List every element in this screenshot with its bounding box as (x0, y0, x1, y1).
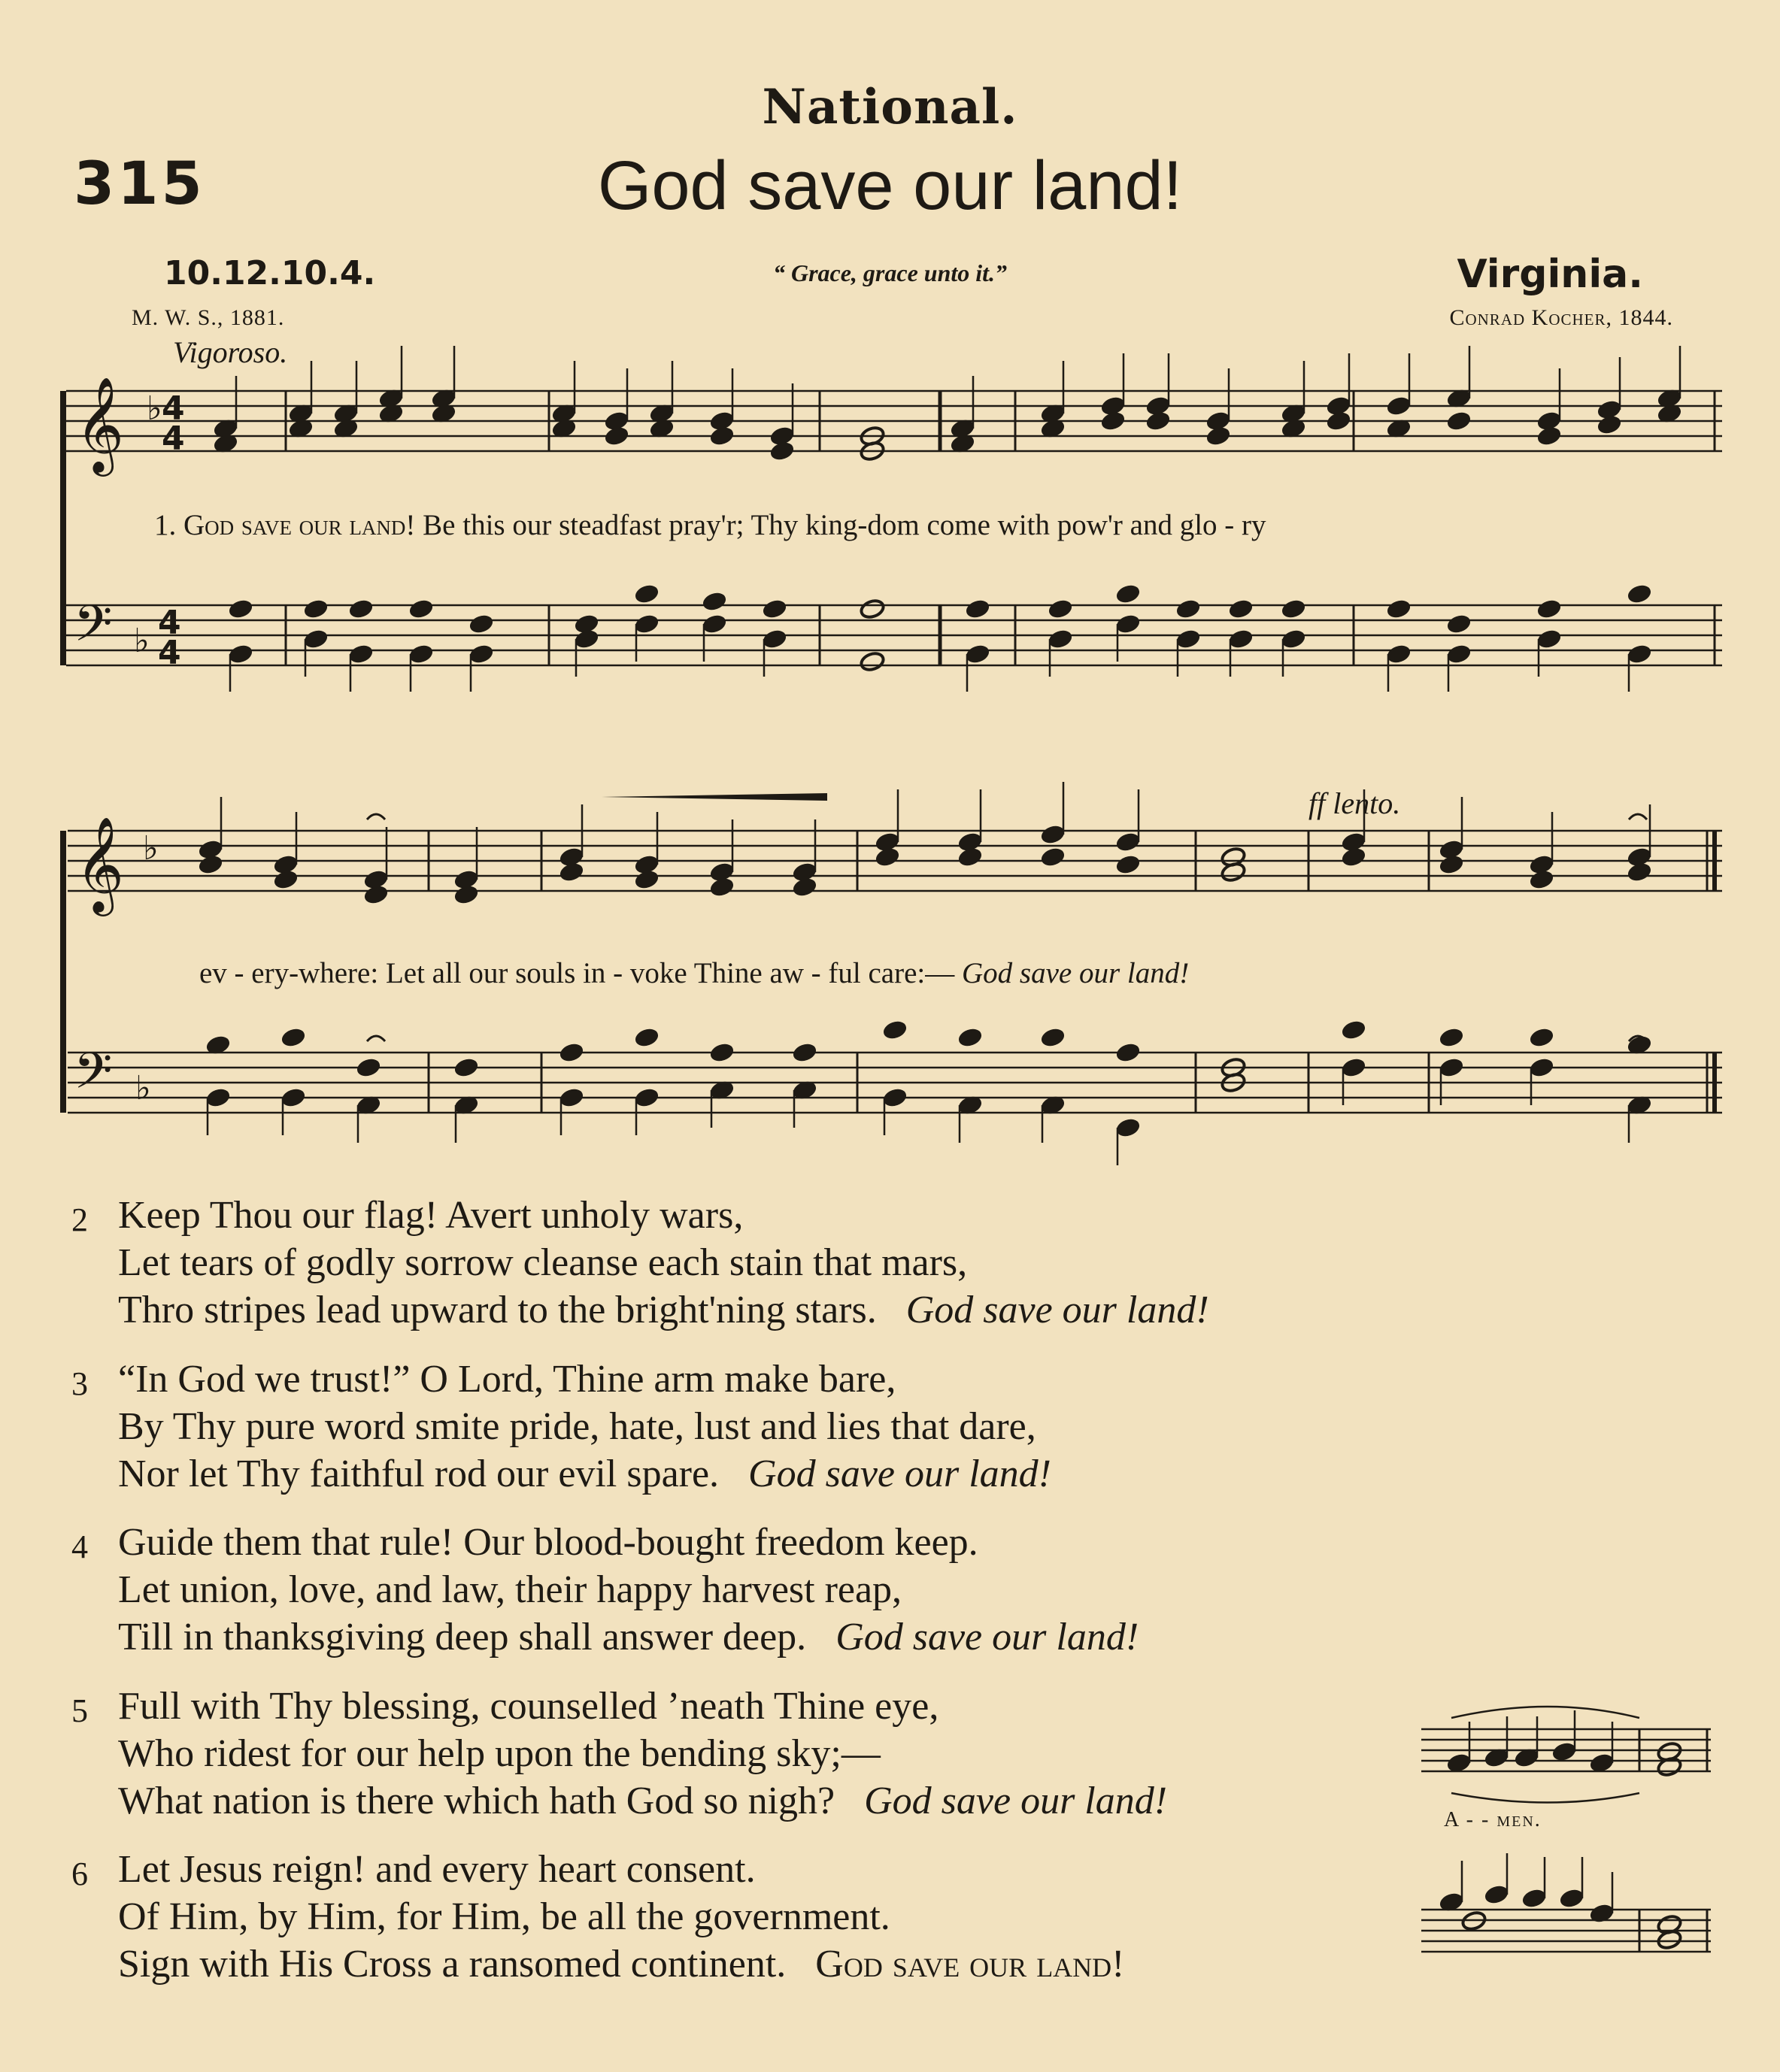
treble-clef-icon: 𝄞 (75, 816, 125, 912)
verse-line: Full with Thy blessing, counselled ’neath Thine eye, (118, 1685, 939, 1728)
note-head (1438, 1026, 1464, 1048)
note-head (558, 1041, 584, 1063)
hymn-number: 315 (74, 150, 205, 218)
composer-credit: Conrad Kocher, 1844. (1449, 305, 1673, 330)
verse-number: 4 (71, 1528, 88, 1565)
lyric-text-1: Be this our steadfast pray'r; Thy king-dom come with pow'r and glo - ry (415, 509, 1266, 541)
note-head (1227, 598, 1254, 619)
verse-line-text: Sign with His Cross a ransomed continent. (118, 1943, 787, 1986)
note-head (791, 1041, 817, 1063)
note-head (633, 868, 660, 890)
note-head (468, 613, 494, 635)
note-head (1047, 598, 1073, 619)
fermata-icon (367, 814, 385, 819)
note-head (633, 1026, 660, 1048)
verse (71, 1356, 1051, 1498)
verse-line: Who ridest for our help upon the bending sky;— (118, 1732, 881, 1775)
verse-line: Guide them that rule! Our blood-bought freedom keep. (118, 1521, 978, 1564)
note-head (205, 1086, 231, 1108)
tempo-marking: Vigoroso. (173, 335, 288, 369)
note-head (280, 1086, 306, 1108)
note-head (881, 1086, 908, 1108)
verse-line: Let Jesus reign! and every heart consent. (118, 1848, 756, 1891)
verse-number-1: 1. (154, 509, 177, 541)
tune-name: Virginia. (1457, 252, 1643, 297)
note-head (761, 628, 787, 650)
note-head (1626, 583, 1652, 604)
note-head (1536, 425, 1562, 447)
note-head (362, 883, 389, 905)
verse (71, 1846, 1125, 1988)
note-head (1114, 583, 1141, 604)
verse-number: 5 (71, 1692, 88, 1729)
verse-refrain: God save our land! (835, 1616, 1139, 1659)
note-head (408, 643, 434, 665)
note-head (1445, 613, 1472, 635)
author-credit: M. W. S., 1881. (132, 305, 285, 330)
note-head (1227, 628, 1254, 650)
note-head (708, 1041, 735, 1063)
verse-line (118, 1940, 1125, 1988)
note-head (1445, 410, 1472, 432)
note-head (355, 1056, 381, 1078)
lyric-line-1 (154, 508, 1266, 542)
note-head (633, 1086, 660, 1108)
flat-icon: ♭ (147, 389, 162, 428)
note-head (791, 876, 817, 898)
note-head (633, 613, 660, 635)
verse-line (118, 1286, 1209, 1334)
note-head (1528, 1056, 1554, 1078)
note-head (1340, 1056, 1366, 1078)
system-brace (60, 831, 66, 1113)
verse-refrain: God save our land! (905, 1289, 1209, 1331)
note-head (1551, 1740, 1577, 1762)
note-head (1114, 831, 1141, 853)
note-head (769, 440, 795, 462)
verse-line-text: What nation is there which hath God so nigh? (118, 1780, 835, 1822)
note-head (957, 1026, 983, 1048)
note-head (1114, 613, 1141, 635)
verse-number: 2 (71, 1201, 88, 1238)
note-head (1626, 861, 1652, 883)
note-head (1340, 1019, 1366, 1041)
time-signature-digit: 4 (158, 634, 181, 672)
note-head (1039, 846, 1066, 868)
note-head (881, 1019, 908, 1041)
note-head (1175, 598, 1201, 619)
note-head (347, 643, 374, 665)
note-head (859, 650, 885, 672)
note-head (1114, 1116, 1141, 1138)
note-head (558, 1086, 584, 1108)
note-head (964, 598, 990, 619)
verse (71, 1683, 1167, 1825)
note-head (1114, 853, 1141, 875)
note-head (1385, 643, 1412, 665)
note-head (468, 643, 494, 665)
note-head (1175, 628, 1201, 650)
note-head (1438, 1056, 1464, 1078)
verse-line (118, 1777, 1167, 1825)
verse-line-text: Thro stripes lead upward to the bright'ning stars. (118, 1289, 877, 1331)
note-head (1280, 628, 1306, 650)
slur-mark (1451, 1793, 1639, 1803)
note-head (964, 643, 990, 665)
note-head (280, 1026, 306, 1048)
section-heading: National. (762, 79, 1018, 135)
bass-clef-icon: 𝄢 (74, 1042, 113, 1112)
note-head (197, 853, 223, 875)
note-head (701, 590, 727, 612)
note-head (453, 883, 479, 905)
verse-line-text: Nor let Thy faithful rod our evil spare. (118, 1453, 720, 1495)
flat-icon: ♭ (135, 1069, 151, 1107)
flat-icon: ♭ (134, 622, 150, 660)
note-head (761, 598, 787, 619)
system-brace (60, 391, 66, 665)
slur-mark (1451, 1707, 1639, 1718)
note-head (1438, 853, 1464, 875)
note-head (1280, 598, 1306, 619)
verse (71, 1192, 1209, 1334)
verse (71, 1519, 1139, 1661)
note-head (1626, 643, 1652, 665)
crescendo-hairpin (602, 793, 827, 801)
note-head (227, 643, 253, 665)
flat-icon: ♭ (143, 829, 159, 868)
verse-number: 6 (71, 1855, 88, 1892)
note-head (302, 628, 329, 650)
verse-line: Let union, love, and law, their happy harvest reap, (118, 1568, 902, 1611)
verse-number: 3 (71, 1365, 88, 1402)
note-head (1536, 598, 1562, 619)
amen-label: A - - men. (1444, 1808, 1542, 1831)
note-head (1483, 1883, 1509, 1905)
meter: 10.12.10.4. (164, 254, 376, 292)
verse-line (118, 1450, 1051, 1498)
note-head (1385, 598, 1412, 619)
verse-line-text: Till in thanksgiving deep shall answer deep. (118, 1616, 807, 1659)
note-head (708, 425, 735, 447)
note-head (1596, 413, 1622, 435)
time-signature-digit: 4 (162, 389, 185, 428)
treble-clef-icon: 𝄞 (75, 376, 125, 472)
verse-refrain: God save our land! (748, 1453, 1051, 1495)
note-head (558, 861, 584, 883)
verse-line: Let tears of godly sorrow cleanse each stain that mars, (118, 1241, 968, 1284)
note-head (1536, 628, 1562, 650)
note-head (1039, 823, 1066, 845)
note-head (1340, 846, 1366, 868)
fermata-icon (1629, 814, 1647, 819)
note-head (701, 613, 727, 635)
note-head (1325, 410, 1351, 432)
note-head (1558, 1887, 1584, 1909)
time-signature-digit: 4 (158, 604, 181, 642)
verse-line: Of Him, by Him, for Him, be all the government. (118, 1895, 890, 1938)
note-head (708, 876, 735, 898)
note-head (1385, 395, 1412, 417)
note-head (874, 846, 900, 868)
note-head (957, 846, 983, 868)
time-signature-digit: 4 (162, 420, 185, 458)
verse-line: By Thy pure word smite pride, hate, lust and lies that dare, (118, 1405, 1036, 1448)
verse-refrain: God save our land! (815, 1943, 1125, 1986)
note-head (1047, 628, 1073, 650)
note-head (1528, 868, 1554, 890)
lyric-text-2: ev - ery-where: Let all our souls in - voke Thine aw - ful care:— (199, 957, 962, 989)
note-head (1528, 1026, 1554, 1048)
fermata-icon (367, 1036, 385, 1041)
dynamics-marking: ff lento. (1308, 786, 1401, 820)
note-head (227, 598, 253, 619)
lyric-line-2 (199, 956, 1189, 990)
epigraph: “ Grace, grace unto it.” (772, 259, 1008, 286)
lyric-refrain: God save our land! (962, 957, 1190, 989)
note-head (1521, 1887, 1547, 1909)
bass-clef-icon: 𝄢 (74, 595, 113, 665)
note-head (408, 598, 434, 619)
note-head (1039, 1026, 1066, 1048)
hymn-title: God save our land! (597, 147, 1183, 224)
note-head (1205, 425, 1231, 447)
note-head (1445, 643, 1472, 665)
note-head (859, 598, 885, 619)
lyric-caps: God save our land! (183, 509, 416, 541)
note-head (1114, 1041, 1141, 1063)
verse-line (118, 1613, 1139, 1661)
verse-refrain: God save our land! (864, 1780, 1168, 1822)
note-head (603, 425, 629, 447)
verse-line: “In God we trust!” O Lord, Thine arm make bare, (118, 1358, 896, 1401)
note-head (272, 868, 299, 890)
note-head (453, 1056, 479, 1078)
note-head (573, 628, 599, 650)
note-head (347, 598, 374, 619)
verse-line: Keep Thou our flag! Avert unholy wars, (118, 1194, 744, 1237)
note-head (633, 583, 660, 604)
note-head (1099, 410, 1126, 432)
note-head (302, 598, 329, 619)
note-head (1145, 410, 1171, 432)
